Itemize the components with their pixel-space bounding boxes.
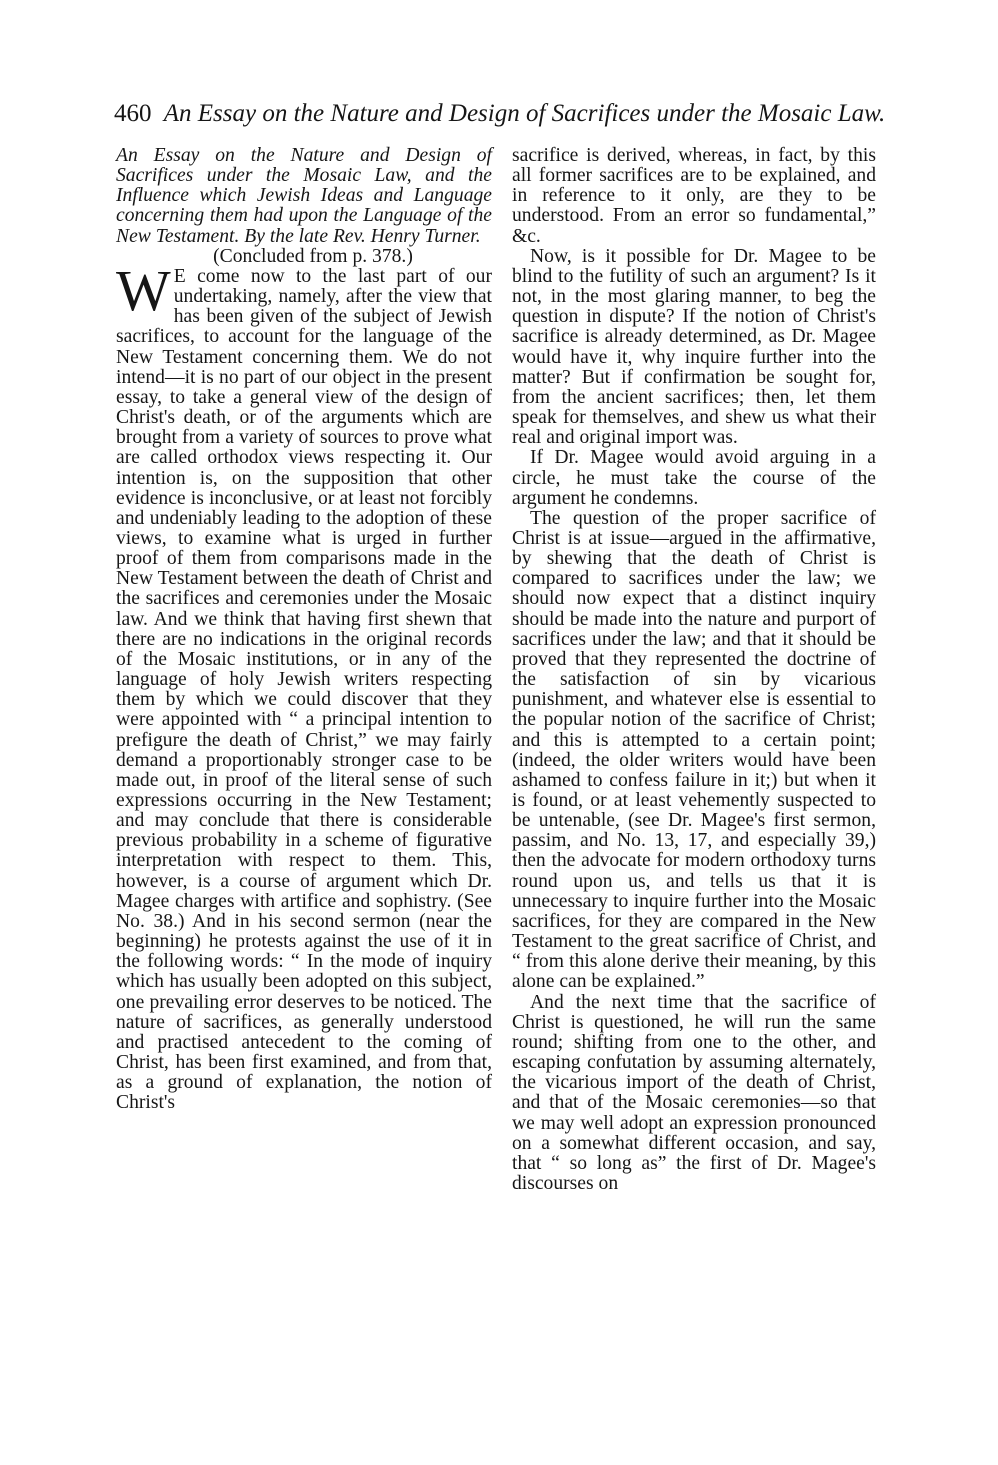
paragraph: The question of the proper sacrifice of Christ is at issue—argued in the affirmative, by shewing that the death of Christ is compared to sacrifices under the law; we should now expect that a distinct inquiry should be made into the nature and purport of sacrifices under the law; and that it should be proved that they represented the doctrine of the satisfaction of sin by vicarious punishment, and whatever else is essential to the popular notion of the sacrifice of Christ; and this is attempted to a certain point; (indeed, the older writers would have been ashamed to confess failure in it;) but when it is found, or at least vehemently suspected to be untenable, (see Dr. Magee's first sermon, passim, and No. 13, 17, and especially 39,) then the advocate for modern orthodoxy turns round upon us, and tells us that it is unnecessary to inquire further into the Mosaic sacrifices, for they are compared in the New Testament to the great sacrifice of Christ, and “ from this alone derive their meaning, by this alone can be explained.” <box>512 507 876 993</box>
paragraph: And the next time that the sacrifice of Christ is questioned, he will run the same round; shifting from one to the other, and escaping confutation by assuming alternately, the vicarious import of the death of Christ, and that of the Mosaic ceremonies—so that we may well adopt an expression pronounced on a somewhat different occasion, and say, that “ so long as” the first of Dr. Magee's discourses on <box>512 991 876 1194</box>
right-column <box>512 146 876 1194</box>
paragraph <box>116 257 492 1114</box>
paragraph-text: E come now to the last part of our undertaking, namely, after the view that has been given of the subject of Jewish sacrifices, to account for the language of the New Testament concerning them. We do not intend—it is no part of our object in the present essay, to take a general view of the design of Christ's death, or of the arguments which are brought from a variety of sources to prove what are called orthodox views respecting it. Our intention is, on the supposition that other evidence is inconclusive, or at least not forcibly and undeniably leading to the adoption of these views, to examine what is urged in further proof of them from comparisons made in the New Testament between the death of Christ and the sacrifices and ceremonies under the Mosaic law. And we think that having first shewn that there are no indications in the original records of the Mosaic institutions, or in any of the language of holy Jewish writers respecting them by which we could discover that they were appointed with “ a principal intention to prefigure the death of Christ,” we may fairly demand a proportionably stronger case to be made out, in proof of the literal sense of such expressions occurring in the New Testament; and may conclude that there is considerable previous probability in a scheme of figurative interpretation with respect to them. This, however, is a course of argument which Dr. Magee charges with artifice and sophistry. (See No. 38.) And in his second sermon (near the beginning) he protests against the use of it in the following words: “ In the mode of inquiry which has usually been adopted on this subject, one prevailing error deserves to be noticed. The nature of sacrifices, as generally understood and practised antecedent to the coming of Christ, has been first examined, and from that, as a ground of explanation, the notion of Christ's <box>116 265 492 1114</box>
paragraph: sacrifice is derived, whereas, in fact, by this all former sacrifices are to be explained, and in reference to it only, are they to be understood. From an error so fundamental,” &c. <box>512 145 876 247</box>
running-head <box>114 98 886 130</box>
drop-cap: W <box>116 257 171 323</box>
paragraph: Now, is it possible for Dr. Magee to be blind to the futility of such an argument? Is it not, in the most glaring manner, to beg the question in dispute? If the notion of Christ's sacrifice is already determined, as Dr. Magee would have it, why inquire further into the matter? But if confirmation be sought for, from the ancient sacrifices; then, let them speak for themselves, and shew us what their real and original import was. <box>512 245 876 449</box>
running-title: An Essay on the Nature and Design of Sacrifices under the Mosaic Law. <box>163 100 886 127</box>
paragraph: If Dr. Magee would avoid arguing in a circle, he must take the course of the argument he condemns. <box>512 447 876 509</box>
article-title: An Essay on the Nature and Design of Sacrifices under the Mosaic Law, and the Influence which Jewish Ideas and Language concerning them had upon the Language of the New Testament. By the late Rev. Henry Turner. <box>116 145 492 247</box>
concluded-note: (Concluded from p. 378.) <box>213 245 413 267</box>
left-column <box>116 146 492 1114</box>
page-number: 460 <box>114 100 152 127</box>
